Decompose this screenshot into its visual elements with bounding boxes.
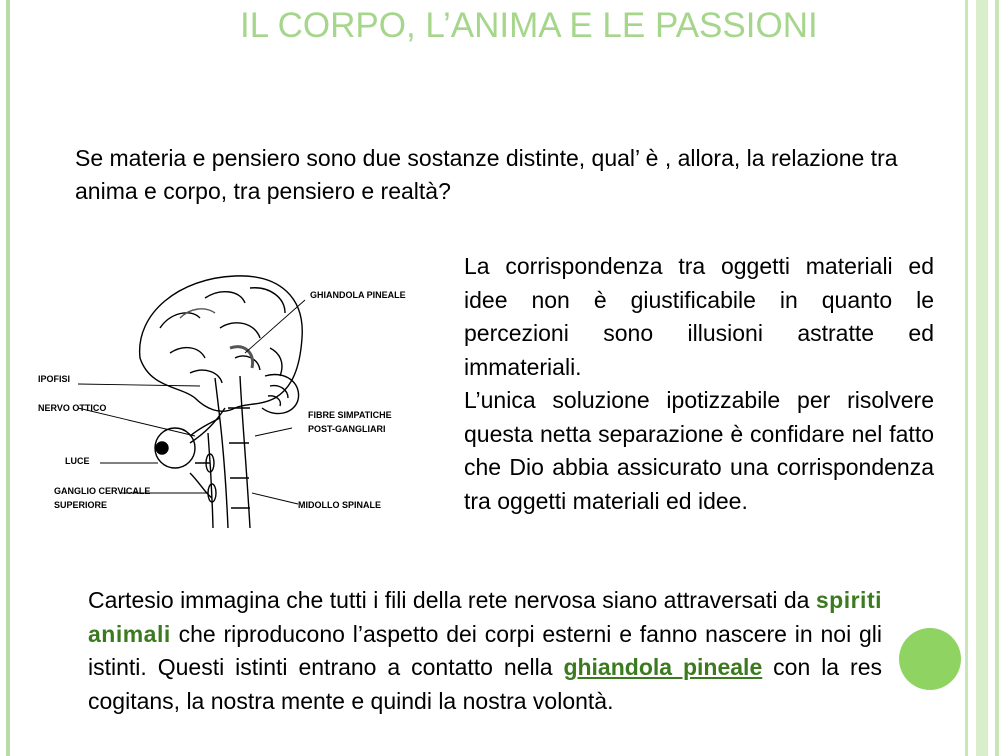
label-luce: LUCE bbox=[65, 456, 90, 466]
highlight-ghiandola-pineale: ghiandola pineale bbox=[563, 654, 763, 680]
label-ghiandola-pineale: GHIANDOLA PINEALE bbox=[310, 290, 406, 300]
right-paragraph-1: La corrispondenza tra oggetti materiali ed idee non è giustificabile in quanto le percezioni sono illusioni astratte ed immateriali. bbox=[464, 253, 934, 380]
label-superiore: SUPERIORE bbox=[54, 500, 108, 510]
frame-line-right-1 bbox=[965, 0, 968, 756]
highlight-spiriti-animali: spiriti animali bbox=[88, 587, 882, 647]
frame-line-right-3 bbox=[995, 0, 999, 756]
label-post-gangliari: POST-GANGLIARI bbox=[308, 424, 386, 434]
right-column-text bbox=[464, 250, 934, 518]
label-fibre-simpatiche: FIBRE SIMPATICHE bbox=[308, 410, 392, 420]
green-circle-decoration bbox=[899, 628, 961, 690]
slide-title: IL CORPO, L’ANIMA E LE PASSIONI bbox=[240, 6, 818, 45]
brain-diagram bbox=[30, 258, 440, 548]
frame-line-left bbox=[6, 0, 10, 756]
bottom-text-part-2: che riproducono l’aspetto dei corpi esterni e fanno nascere in noi gli istinti. Questi istinti entrano a contatto nella bbox=[88, 620, 882, 680]
bottom-text-part-1: Cartesio immagina che tutti i fili della rete nervosa siano attraversati da bbox=[88, 587, 816, 613]
label-ganglio-cervicale: GANGLIO CERVICALE bbox=[54, 486, 151, 496]
bottom-text-part-3: con la res cogitans, la nostra mente e quindi la nostra volontà. bbox=[88, 654, 882, 714]
brain-illustration bbox=[140, 276, 303, 528]
label-midollo-spinale: MIDOLLO SPINALE bbox=[298, 500, 381, 510]
frame-line-right-2 bbox=[976, 0, 988, 756]
label-nervo-ottico: NERVO OTTICO bbox=[38, 403, 107, 413]
diagram-leader-lines bbox=[78, 300, 305, 504]
bottom-paragraph bbox=[88, 584, 882, 718]
right-paragraph-2: L’unica soluzione ipotizzabile per risolvere questa netta separazione è confidare nel fatto che Dio abbia assicurato una corrispondenza tra oggetti materiali ed idee. bbox=[464, 387, 934, 514]
label-ipofisi: IPOFISI bbox=[38, 374, 71, 384]
intro-question: Se materia e pensiero sono due sostanze distinte, qual’ è , allora, la relazione tra anima e corpo, tra pensiero e realtà? bbox=[75, 145, 898, 204]
